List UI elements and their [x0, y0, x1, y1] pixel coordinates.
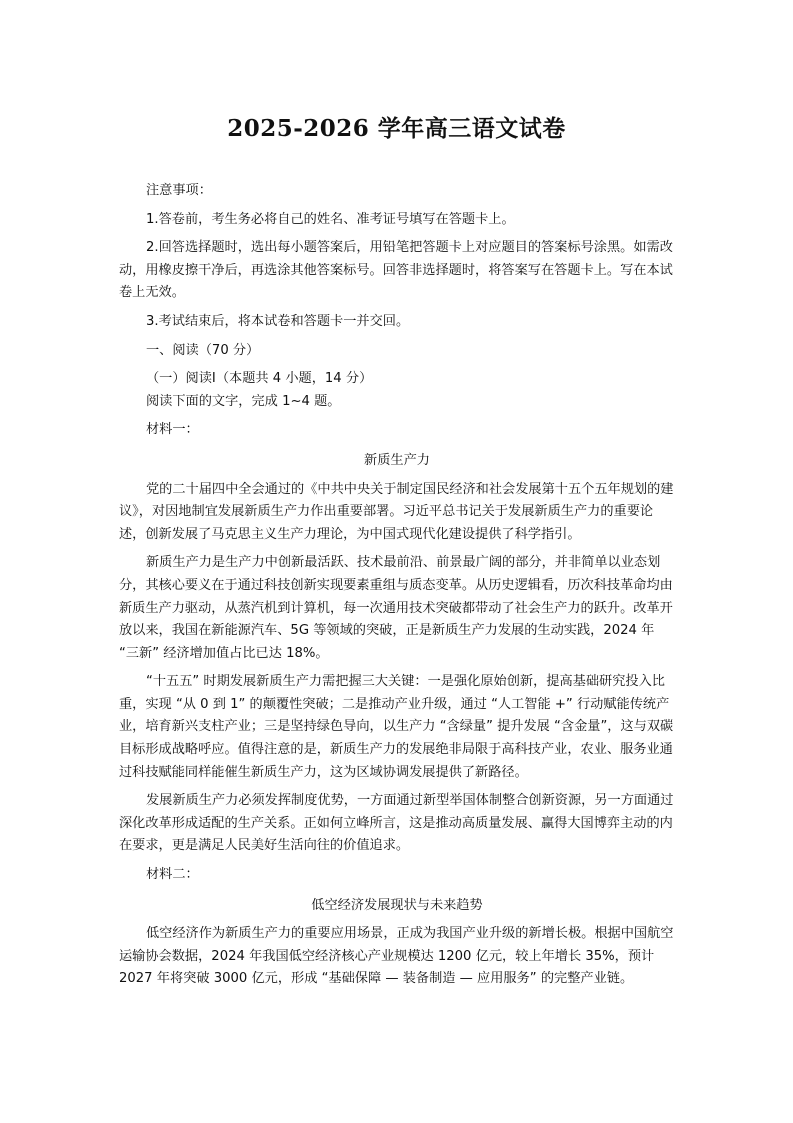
- material1-paragraph: 发展新质生产力必须发挥制度优势，一方面通过新型举国体制整合创新资源，另一方面通过深化改革形成适配的生产关系。正如何立峰所言，这是推动高质量发展、赢得大国博弈主动的内在要求，更是满足人民美好生活向往的价值追求。: [119, 793, 674, 854]
- exam-content: [119, 180, 675, 991]
- material1-title: 新质生产力: [364, 452, 430, 468]
- material2-label: 材料二：: [146, 867, 199, 883]
- notice-item-1: 1.答卷前，考生务必将自己的姓名、准考证号填写在答题卡上。: [146, 211, 515, 227]
- section-subheading: （一）阅读Ⅰ（本题共 4 小题，14 分）: [146, 371, 373, 387]
- material1-paragraph: 党的二十届四中全会通过的《中共中央关于制定国民经济和社会发展第十五个五年规划的建议》，对因地制宜发展新质生产力作出重要部署。习近平总书记关于发展新质生产力的重要论述，创新发展了马克思主义生产力理论，为中国式现代化建设提供了科学指引。: [119, 481, 674, 542]
- material1-paragraph: 新质生产力是生产力中创新最活跃、技术最前沿、前景最广阔的部分，并非简单以业态划分，其核心要义在于通过科技创新实现要素重组与质态变革。从历史逻辑看，历次科技革命均由新质生产力驱动，从蒸汽机到计算机，每一次通用技术突破都带动了社会生产力的跃升。改革开放以来，我国在新能源汽车、5G 等领域的突破，正是新质生产力发展的生动实践，2024 年 “三新” 经济增加值占比已达 18%。: [119, 555, 673, 661]
- material1-label: 材料一：: [146, 422, 199, 438]
- notice-item-2: 2.回答选择题时，选出每小题答案后，用铅笔把答题卡上对应题目的答案标号涂黑。如需改动，用橡皮擦干净后，再选涂其他答案标号。回答非选择题时，将答案写在答题卡上。写在本试卷上无效。: [119, 240, 673, 301]
- notice-heading: 注意事项：: [146, 183, 212, 198]
- exam-title: 2025-2026 学年高三语文试卷: [227, 115, 566, 142]
- material1-paragraph: “十五五” 时期发展新质生产力需把握三大关键：一是强化原始创新，提高基础研究投入比重，实现 “从 0 到 1” 的颠覆性突破；二是推动产业升级，通过 “人工智能 +” 行动赋能传统产业，培育新兴支柱产业；三是坚持绿色导向，以生产力 “含绿量” 提升发展 “含金量”，这与双碳目标形成战略呼应。值得注意的是，新质生产力的发展绝非局限于高科技产业，农业、服务业通过科技赋能同样能催生新质生产力，这为区域协调发展提供了新路径。: [119, 674, 674, 780]
- notice-item-3: 3.考试结束后，将本试卷和答题卡一并交回。: [146, 313, 410, 329]
- material2-title: 低空经济发展现状与未来趋势: [311, 897, 483, 913]
- section-heading: 一、阅读（70 分）: [146, 342, 260, 358]
- section-instruction: 阅读下面的文字，完成 1~4 题。: [146, 393, 341, 409]
- material2-paragraph: 低空经济作为新质生产力的重要应用场景，正成为我国产业升级的新增长极。根据中国航空运输协会数据，2024 年我国低空经济核心产业规模达 1200 亿元，较上年增长 35%，预计 2027 年将突破 3000 亿元，形成 “基础保障 — 装备制造 — 应用服务” 的完整产业链。: [119, 926, 674, 987]
